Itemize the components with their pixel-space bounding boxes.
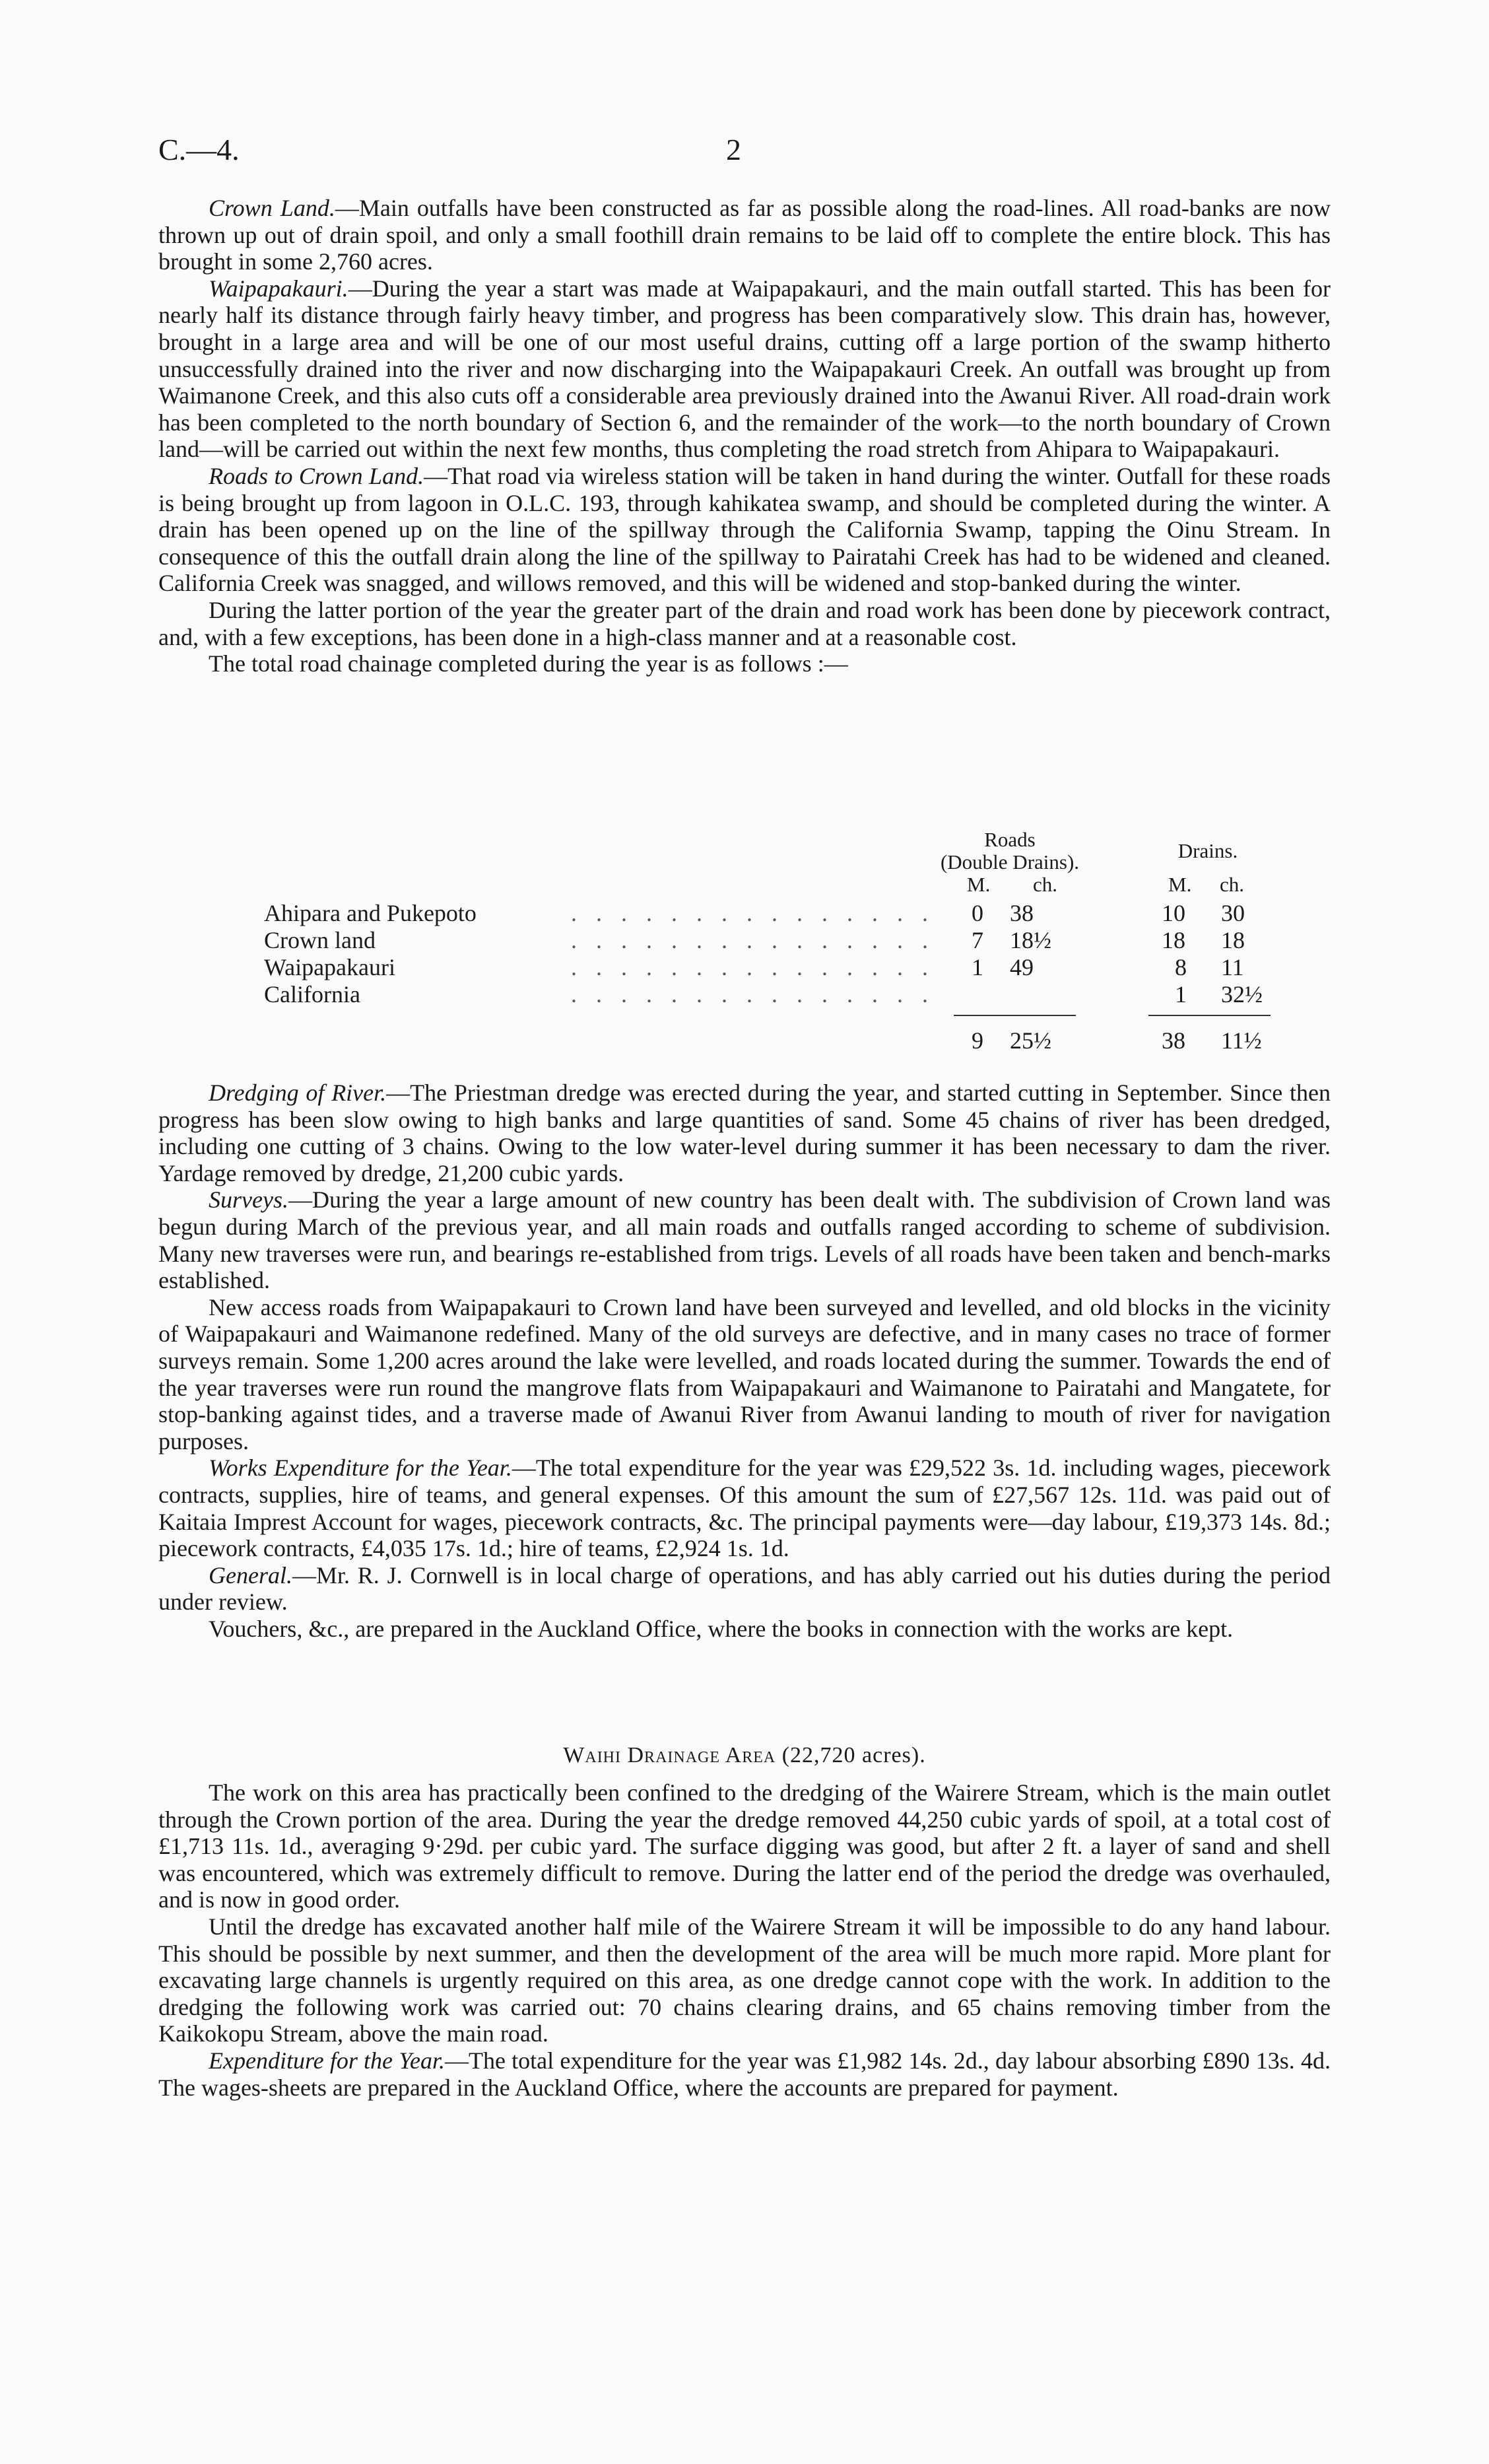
page-number: 2 xyxy=(726,133,741,166)
paragraph-vouchers: Vouchers, &c., are prepared in the Auckland Office, where the books in connection with the works are kept. xyxy=(209,1615,1234,1642)
document-reference: C.—4. xyxy=(158,133,240,166)
heading-surveys: Surveys. xyxy=(209,1186,288,1214)
heading-works-expenditure: Works Expenditure for the Year. xyxy=(209,1454,512,1482)
unit-roads-ch: ch. xyxy=(1033,873,1058,896)
paragraph-waipapakauri: Waipapakauri.—During the year a start was made at Waipapakauri, and the main outfall started. This has been for nearly half its distance through fairly heavy timber, and progress has been comparatively slow. This drain has, however, brought in a large area and will be one of our most useful drains, cutting off a large portion of the swamp hitherto unsuccessfully drained into the river and now discharging into the Waipapakauri Creek. An outfall was brought up from Waimanone Creek, and this also cuts off a considerable area previously drained into the Awanui River. All road-drain work has been completed to the north boundary of Section 6, and the remainder of the work—to the north boundary of Crown land—will be carried out within the next few months, thus completing the road stretch from Ahipara to Waipapakauri. xyxy=(158,275,1331,463)
heading-dredging: Dredging of River. xyxy=(209,1079,387,1106)
unit-drains-m: M. xyxy=(1168,873,1192,896)
paragraph-piecework: During the latter portion of the year the greater part of the drain and road work has been done by piecework contract, and, with a few exceptions, has been done in a high-class manner and at a reasonable cost. xyxy=(158,596,1331,650)
heading-waihi-expenditure: Expenditure for the Year. xyxy=(209,2047,445,2074)
page-header xyxy=(158,132,1331,178)
waihi-heading-acres: (22,720 acres). xyxy=(781,1743,926,1767)
col-header-roads: Roads xyxy=(984,828,1036,851)
paragraph-surveys: Surveys.—During the year a large amount of new country has been dealt with. The subdivision of Crown land was begun during March of the previous year, and all main roads and outfalls ranged according to scheme of subdivision. Many new traverses were run, and bearings re-established from trigs. Levels of all roads have been taken and bench-marks established. xyxy=(158,1186,1331,1294)
paragraph-new-access: New access roads from Waipapakauri to Crown land have been surveyed and levelled, and old blocks in the vicinity of Waipapakauri and Waimanone redefined. Many of the old surveys are defective, and in many cases no trace of former surveys remain. Some 1,200 acres around the lake were levelled, and roads located during the summer. Towards the end of the year traverses were run round the mangrove flats from Waipapakauri and Waimanone to Pairatahi and Mangatete, for stop-banking against tides, and a traverse made of Awanui River from Awanui landing to mouth of river for navigation purposes. xyxy=(158,1293,1331,1454)
heading-roads-crown-land: Roads to Crown Land. xyxy=(209,462,424,489)
heading-general: General. xyxy=(209,1561,292,1589)
paragraph-crown-land: Crown Land.—Main outfalls have been constructed as far as possible along the road-lines. All road-banks are now thrown up out of drain spoil, and only a small foothill drain remains to be laid off to complete the entire block. This has brought in some 2,760 acres. xyxy=(158,195,1331,275)
paragraph-general: General.—Mr. R. J. Cornwell is in local charge of operations, and has ably carried out his duties during the period under review. xyxy=(158,1561,1331,1616)
unit-drains-ch: ch. xyxy=(1220,873,1245,896)
chainage-table: Roads (Double Drains). Drains. M. ch. M. ch. Ahipara and Pukepoto . . . . . . . . . . . . . . . 0 38 10 30 Crown land . . . . . . . . . . . . . . . 7 18½ 18 18 Waipapakauri . . . . . . . . . . . . . . . 1 49 8 11 California . . . . . . . . . . . . . . . 1 32½ 9 25½ 38 11½ xyxy=(158,829,1331,1066)
paragraph-dredging: Dredging of River.—The Priestman dredge was erected during the year, and started cutting in September. Since then progress has been slow owing to high banks and large quantities of sand. Some 45 chains of river has been dredged, including one cutting of 3 chains. Owing to the low water-level during summer it has been necessary to dam the river. Yardage removed by dredge, 21,200 cubic yards. xyxy=(158,1079,1331,1186)
unit-roads-m: M. xyxy=(967,873,991,896)
paragraph-waihi-2: Until the dredge has excavated another half mile of the Wairere Stream it will be impossible to do any hand labour. This should be possible by next summer, and then the development of the area will be much more rapid. More plant for excavating large channels is urgently required on this area, as one dredge cannot cope with the work. In addition to the dredging the following work was carried out: 70 chains clearing drains, and 65 chains removing timber from the Kaikokopu Stream, above the main road. xyxy=(158,1913,1331,2047)
paragraph-waihi-expenditure: Expenditure for the Year.—The total expenditure for the year was £1,982 14s. 2d., day labour absorbing £890 13s. 4d. The wages-sheets are prepared in the Auckland Office, where the accounts are prepared for payment. xyxy=(158,2047,1331,2101)
text-block-waihi xyxy=(158,1779,1331,2101)
heading-waipapakauri: Waipapakauri. xyxy=(209,275,348,302)
text-block-dredging-surveys xyxy=(158,1079,1331,1642)
waihi-heading-title: Waihi Drainage Area xyxy=(563,1743,776,1767)
text-block-kaitaia xyxy=(158,195,1331,677)
col-header-drains: Drains. xyxy=(1177,839,1238,862)
table-intro: The total road chainage completed during the year is as follows :— xyxy=(209,650,848,677)
total-rule-roads xyxy=(954,1015,1076,1016)
total-rule-drains xyxy=(1148,1015,1271,1016)
col-header-roads-sub: (Double Drains). xyxy=(940,850,1080,873)
paragraph-waihi-1: The work on this area has practically been confined to the dredging of the Wairere Stream, which is the main outlet through the Crown portion of the area. During the year the dredge removed 44,250 cubic yards of spoil, at a total cost of £1,713 11s. 1d., averaging 9·29d. per cubic yard. The surface digging was good, but after 2 ft. a layer of sand and shell was encountered, which was extremely difficult to remove. During the latter end of the period the dredge was overhauled, and is now in good order. xyxy=(158,1779,1331,1913)
section-heading-waihi xyxy=(158,1743,1331,1768)
heading-crown-land: Crown Land. xyxy=(209,195,335,221)
paragraph-works-expenditure: Works Expenditure for the Year.—The total expenditure for the year was £29,522 3s. 1d. including wages, piecework contracts, supplies, hire of teams, and general expenses. Of this amount the sum of £27,567 12s. 11d. was paid out of Kaitaia Imprest Account for wages, piecework contracts, &c. The principal payments were—day labour, £19,373 14s. 8d.; piecework contracts, £4,035 17s. 1d.; hire of teams, £2,924 1s. 1d. xyxy=(158,1454,1331,1562)
paragraph-roads-crown-land: Roads to Crown Land.—That road via wireless station will be taken in hand during the winter. Outfall for these roads is being brought up from lagoon in O.L.C. 193, through kahikatea swamp, and should be completed during the winter. A drain has been opened up on the line of the spillway through the California Swamp, tapping the Oinu Stream. In consequence of this the outfall drain along the line of the spillway to Pairatahi Creek has had to be widened and cleaned. California Creek was snagged, and willows removed, and this will be widened and stop-banked during the winter. xyxy=(158,462,1331,597)
